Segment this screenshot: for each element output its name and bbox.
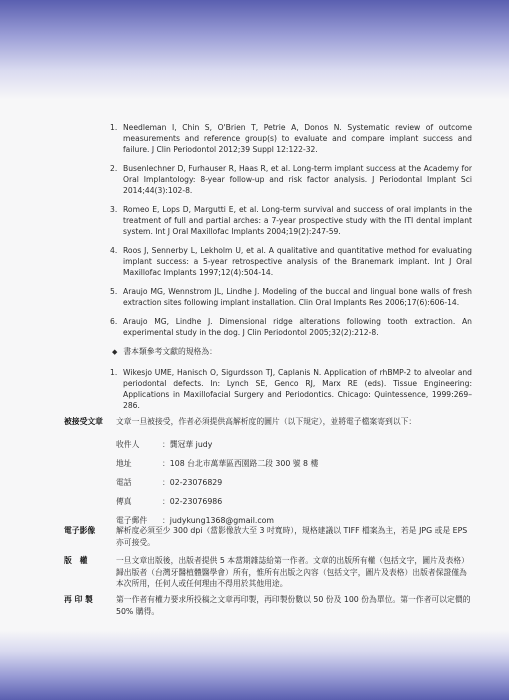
section-body: 文章一旦被接受，作者必須提供高解析度的圖片（以下規定），並將電子檔案寄到以下：	[116, 417, 417, 426]
reference-item	[110, 286, 472, 308]
digital-image-section	[64, 525, 474, 548]
reference-text: Araujo MG, Wennstrom JL, Lindhe J. Modeling of the buccal and lingual bone walls of fresh extraction sites following implant installation. Clin Oral Implants Res 2006;17(6):606-14.	[123, 287, 472, 307]
reference-text: Roos J, Sennerby L, Lekholm U, et al. A qualitative and quantitative method for evaluating implant success: a 5-year retrospective analysis of the Branemark implant. Int J Oral Maxillofac Implants 1997;12(4):504-14.	[123, 246, 472, 277]
contact-key: 地址	[116, 459, 132, 468]
contact-row-recipient	[116, 435, 318, 454]
reference-item	[110, 163, 472, 196]
section-label: 電子影像	[64, 526, 96, 535]
reference-text: Araujo MG, Lindhe J. Dimensional ridge alterations following tooth extraction. An experimental study in the dog. J Clin Periodontol 2005;32(2):212-8.	[123, 317, 472, 337]
reference-text: Romeo E, Lops D, Margutti E, et al. Long-term survival and success of oral implants in the treatment of full and partial arches: a 7-year prospective study with the ITI dental implant system. Int J Oral Maxillofac Implants 2004;19(2):247-59.	[123, 205, 472, 236]
contact-value[interactable]: ：judykung1368@gmail.com	[162, 516, 275, 525]
reference-number: 1.	[110, 368, 118, 377]
contact-row-address	[116, 454, 318, 473]
reference-item	[110, 122, 472, 155]
reference-number: 5.	[110, 287, 118, 296]
reference-number: 2.	[110, 164, 118, 173]
section-label: 版 權	[64, 556, 88, 565]
section-label: 再 印 製	[64, 595, 93, 604]
copyright-section	[64, 555, 474, 590]
book-format-heading-text: 書本類參考文獻的規格為：	[123, 347, 217, 356]
reprint-section	[64, 594, 474, 617]
reference-item	[110, 316, 472, 338]
reference-number: 3.	[110, 205, 118, 214]
reference-text: Busenlechner D, Furhauser R, Haas R, et al. Long-term implant success at the Academy for Oral Implantology: 8-year follow-up and risk factor analysis. J Periodontal Implant Sci 2014;44(3):102-8.	[123, 164, 472, 195]
reference-item	[110, 204, 472, 237]
section-label: 被接受文章	[64, 417, 103, 426]
contact-key: 電子郵件	[116, 516, 148, 525]
reference-item	[110, 245, 472, 278]
accepted-article-section	[64, 416, 474, 428]
contact-row-phone	[116, 473, 318, 492]
contact-row-fax	[116, 492, 318, 511]
reference-number: 6.	[110, 317, 118, 326]
book-format-heading	[112, 346, 472, 357]
contact-value: ：02-23076829	[162, 478, 223, 487]
reference-text: Wikesjo UME, Hanisch O, Sigurdsson TJ, Caplanis N. Application of rhBMP-2 to alveolar and periodontal defects. In: Lynch SE, Genco RJ, Marx RE (eds). Tissue Engineering: Applications in Maxillofacial Surgery and Periodontics. Chicago: Quintessence, 1999:269–286.	[123, 368, 472, 410]
contact-key: 電話	[116, 478, 132, 487]
reference-number: 4.	[110, 246, 118, 255]
contact-value: ：02-23076986	[162, 497, 223, 506]
contact-value: ：108 台北市萬華區西園路二段 300 號 8 樓	[162, 459, 319, 468]
diamond-bullet-icon: ◆	[112, 347, 118, 356]
section-body: 第一作者有權力要求所投稿之文章再印製，再印製份數以 50 份及 100 份為單位。第一作者可以定價的 50% 購得。	[116, 595, 471, 616]
section-body: 解析度必須至少 300 dpi（當影像放大至 3 吋寬時），規格建議以 TIFF 檔案為主，若是 JPG 或是 EPS 亦可接受。	[116, 526, 468, 547]
reference-number: 1.	[110, 123, 118, 132]
contact-value: ：龔冠華 judy	[162, 440, 213, 449]
reference-text: Needleman I, Chin S, O'Brien T, Petrie A, Donos N. Systematic review of outcome measurements and reference group(s) to evaluate and compare implant success and failure. J Clin Periodontol 2012;39 Suppl 12:122-32.	[123, 123, 472, 154]
contact-key: 收件人	[116, 440, 140, 449]
reference-list	[110, 122, 472, 419]
book-reference-item	[110, 367, 472, 411]
section-body: 一旦文章出版後，出版者提供 5 本當期雜誌給第一作者。文章的出版所有權（包括文字，圖片及表格）歸出版者（台灣牙醫植體醫學會）所有，惟所有出版之內容（包括文字，圖片及表格）出版者保證僅為本次所用，任何人或任何理由不得用於其他用途。	[116, 556, 469, 588]
contact-key: 傳真	[116, 497, 132, 506]
contact-block	[116, 435, 318, 530]
